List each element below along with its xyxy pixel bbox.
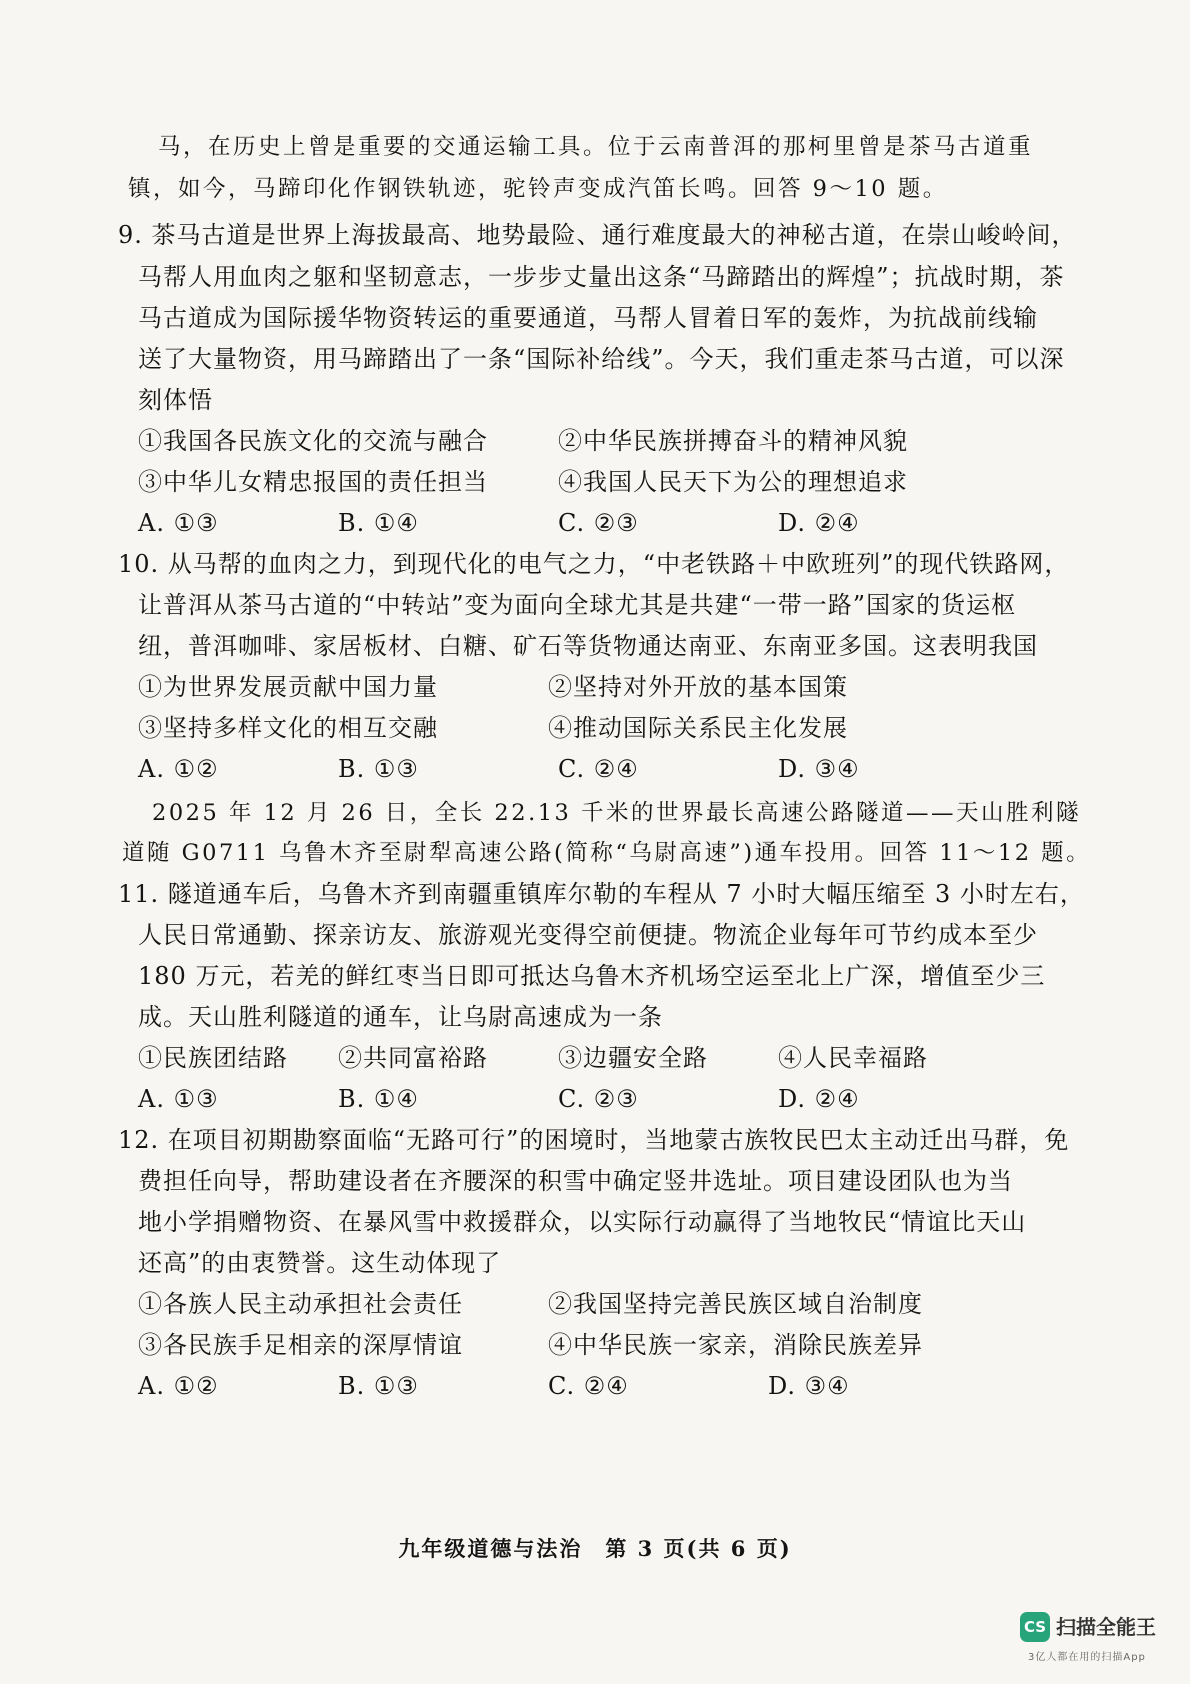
q10-choice-c: C. ②④: [558, 755, 639, 783]
q12-item-2: ②我国坚持完善民族区域自治制度: [548, 1290, 923, 1318]
q12-item-1: ①各族人民主动承担社会责任: [138, 1290, 463, 1318]
q12-line-2: 费担任向导，帮助建设者在齐腰深的积雪中确定竖井选址。项目建设团队也为当: [138, 1167, 1013, 1195]
q10-item-1: ①为世界发展贡献中国力量: [138, 673, 438, 701]
page-footer: 九年级道德与法治 第 3 页(共 6 页): [398, 1536, 792, 1561]
q11-item-2: ②共同富裕路: [338, 1044, 488, 1072]
q10-line-2: 让普洱从茶马古道的“中转站”变为面向全球尤其是共建“一带一路”国家的货运枢: [138, 591, 1017, 619]
q11-line-2: 人民日常通勤、探亲访友、旅游观光变得空前便捷。物流企业每年可节约成本至少: [138, 921, 1038, 949]
q12-line-4: 还高”的由衷赞誉。这生动体现了: [138, 1249, 502, 1277]
q12-item-4: ④中华民族一家亲，消除民族差异: [548, 1331, 923, 1359]
q9-item-1: ①我国各民族文化的交流与融合: [138, 427, 488, 455]
intro-2-line-2: 道随 G0711 乌鲁木齐至尉犁高速公路(简称“乌尉高速”)通车投用。回答 11～12 题。: [122, 840, 1092, 866]
q10-choice-d: D. ③④: [778, 755, 860, 783]
q10-line-1: 10. 从马帮的血肉之力，到现代化的电气之力，“中老铁路＋中欧班列”的现代铁路网，: [118, 550, 1070, 578]
q10-line-3: 纽，普洱咖啡、家居板材、白糖、矿石等货物通达南亚、东南亚多国。这表明我国: [138, 632, 1038, 660]
q12-item-3: ③各民族手足相亲的深厚情谊: [138, 1331, 463, 1359]
scanner-app-name: 扫描全能王: [1056, 1615, 1156, 1639]
q11-choice-c: C. ②③: [558, 1085, 639, 1113]
q10-item-2: ②坚持对外开放的基本国策: [548, 673, 848, 701]
q9-choice-c: C. ②③: [558, 509, 639, 537]
q11-choice-d: D. ②④: [778, 1085, 860, 1113]
q9-choice-b: B. ①④: [338, 509, 419, 537]
q12-choice-b: B. ①③: [338, 1372, 419, 1400]
q9-line-5: 刻体悟: [138, 386, 213, 414]
scanner-tagline: 3亿人都在用的扫描App: [1028, 1652, 1146, 1663]
q11-line-1: 11. 隧道通车后，乌鲁木齐到南疆重镇库尔勒的车程从 7 小时大幅压缩至 3 小时左右，: [118, 880, 1085, 908]
q12-choice-a: A. ①②: [138, 1372, 219, 1400]
q11-item-3: ③边疆安全路: [558, 1044, 708, 1072]
q11-item-4: ④人民幸福路: [778, 1044, 928, 1072]
q9-item-3: ③中华儿女精忠报国的责任担当: [138, 468, 488, 496]
q10-choice-a: A. ①②: [138, 755, 219, 783]
q9-choice-d: D. ②④: [778, 509, 860, 537]
q12-choice-d: D. ③④: [768, 1372, 850, 1400]
q9-item-2: ②中华民族拼搏奋斗的精神风貌: [558, 427, 908, 455]
intro-1-line-2: 镇，如今，马蹄印化作钢铁轨迹，驼铃声变成汽笛长鸣。回答 9～10 题。: [128, 176, 948, 202]
q11-item-1: ①民族团结路: [138, 1044, 288, 1072]
q10-item-3: ③坚持多样文化的相互交融: [138, 714, 438, 742]
q9-line-4: 送了大量物资，用马蹄踏出了一条“国际补给线”。今天，我们重走茶马古道，可以深: [138, 345, 1065, 373]
scanner-logo-icon: CS: [1020, 1612, 1050, 1642]
scanner-watermark: [1020, 1610, 1170, 1670]
q12-line-1: 12. 在项目初期勘察面临“无路可行”的困境时，当地蒙古族牧民巴太主动迁出马群，免: [118, 1126, 1070, 1154]
q9-line-1: 9. 茶马古道是世界上海拔最高、地势最险、通行难度最大的神秘古道，在崇山峻岭间，: [118, 221, 1077, 249]
intro-1-line-1: 马，在历史上曾是重要的交通运输工具。位于云南普洱的那柯里曾是茶马古道重: [158, 134, 1034, 160]
q11-choice-a: A. ①③: [138, 1085, 219, 1113]
q11-choice-b: B. ①④: [338, 1085, 419, 1113]
q10-choice-b: B. ①③: [338, 755, 419, 783]
q10-item-4: ④推动国际关系民主化发展: [548, 714, 848, 742]
intro-2-line-1: 2025 年 12 月 26 日，全长 22.13 千米的世界最长高速公路隧道——天山胜利隧: [152, 800, 1082, 826]
q9-line-2: 马帮人用血肉之躯和坚韧意志，一步步丈量出这条“马蹄踏出的辉煌”；抗战时期，茶: [138, 263, 1065, 291]
q12-choice-c: C. ②④: [548, 1372, 629, 1400]
q11-line-3: 180 万元，若羌的鲜红枣当日即可抵达乌鲁木齐机场空运至北上广深，增值至少三: [138, 962, 1046, 990]
q11-line-4: 成。天山胜利隧道的通车，让乌尉高速成为一条: [138, 1003, 663, 1031]
q9-choice-a: A. ①③: [138, 509, 219, 537]
q9-line-3: 马古道成为国际援华物资转运的重要通道，马帮人冒着日军的轰炸，为抗战前线输: [138, 304, 1038, 332]
q12-line-3: 地小学捐赠物资、在暴风雪中救援群众，以实际行动赢得了当地牧民“情谊比天山: [138, 1208, 1027, 1236]
q9-item-4: ④我国人民天下为公的理想追求: [558, 468, 908, 496]
